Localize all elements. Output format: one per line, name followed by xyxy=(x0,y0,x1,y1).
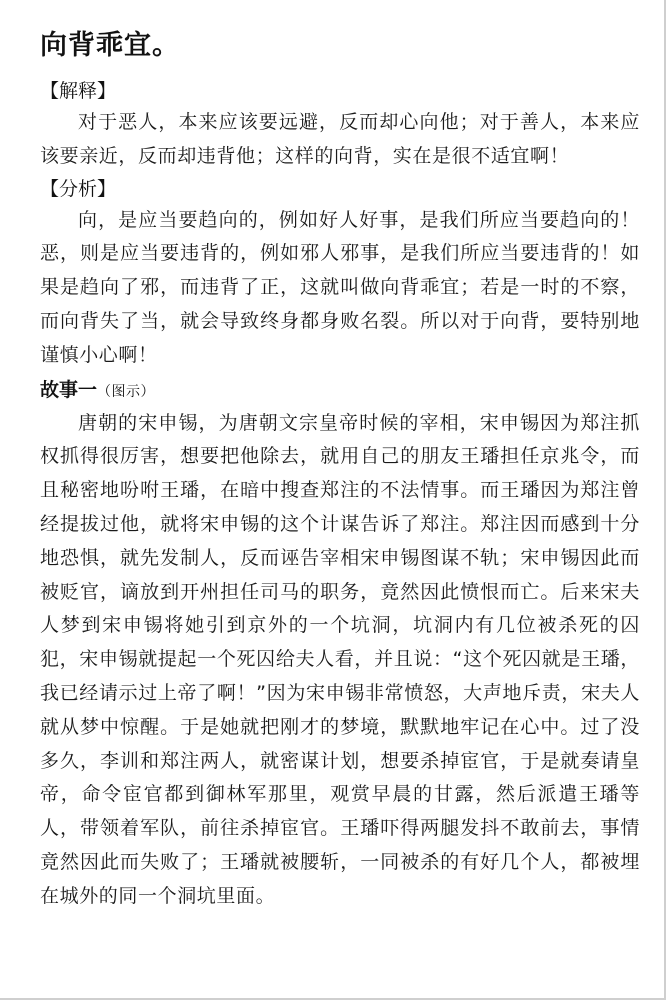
explanation-text: 对于恶人，本来应该要远避，反而却心向他；对于善人，本来应该要亲近，反而却违背他；这样的向背，实在是很不适宜啊！ xyxy=(40,111,640,167)
analysis-section xyxy=(40,174,640,373)
page-content xyxy=(40,20,640,914)
explanation-section xyxy=(40,76,640,174)
analysis-text: 向，是应当要趋向的，例如好人好事，是我们所应当要趋向的！恶，则是应当要违背的，例如邪人邪事，是我们所应当要违背的！如果是趋向了邪，而违背了正，这就叫做向背乖宜；若是一时的不察，而向背失了当，就会导致终身都身败名裂。所以对于向背，要特别地谨慎小心啊！ xyxy=(40,208,640,366)
story-subheading: （图示） xyxy=(97,383,156,400)
story-section xyxy=(40,375,640,914)
page-title: 向背乖宜。 xyxy=(40,30,180,61)
explanation-heading: 【解释】 xyxy=(40,80,117,102)
story-heading-line xyxy=(40,375,640,407)
analysis-heading: 【分析】 xyxy=(40,177,117,200)
story-text: 唐朝的宋申锡，为唐朝文宗皇帝时候的宰相，宋申锡因为郑注抓权抓得很厉害，想要把他除去，就用自己的朋友王璠担任京兆令，而且秘密地吩咐王璠，在暗中搜查郑注的不法情事。而王璠因为郑注曾经提拔过他，就将宋申锡的这个计谋告诉了郑注。郑注因而感到十分地恐惧，就先发制人，反而诬告宰相宋申锡图谋不轨；宋申锡因此而被贬官，谪放到开州担任司马的职务，竟然因此愤恨而亡。后来宋夫人梦到宋申锡将她引到京外的一个坑洞，坑洞内有几位被杀死的囚犯，宋申锡就提起一个死囚给夫人看，并且说：“这个死囚就是王璠，我已经请示过上帝了啊！”因为宋申锡非常愤怒，大声地斥责，宋夫人就从梦中惊醒。于是她就把刚才的梦境，默默地牢记在心中。过了没多久，李训和郑注两人，就密谋计划，想要杀掉宦官，于是就奏请皇帝，命令宦官都到御林军那里，观赏早晨的甘露，然后派遣王璠等人，带领着军队，前往杀掉宦官。王璠吓得两腿发抖不敢前去，事情竟然因此而失败了；王璠就被腰斩，一同被杀的有好几个人，都被埋在城外的同一个洞坑里面。 xyxy=(40,411,640,907)
story-heading: 故事一 xyxy=(40,378,98,401)
